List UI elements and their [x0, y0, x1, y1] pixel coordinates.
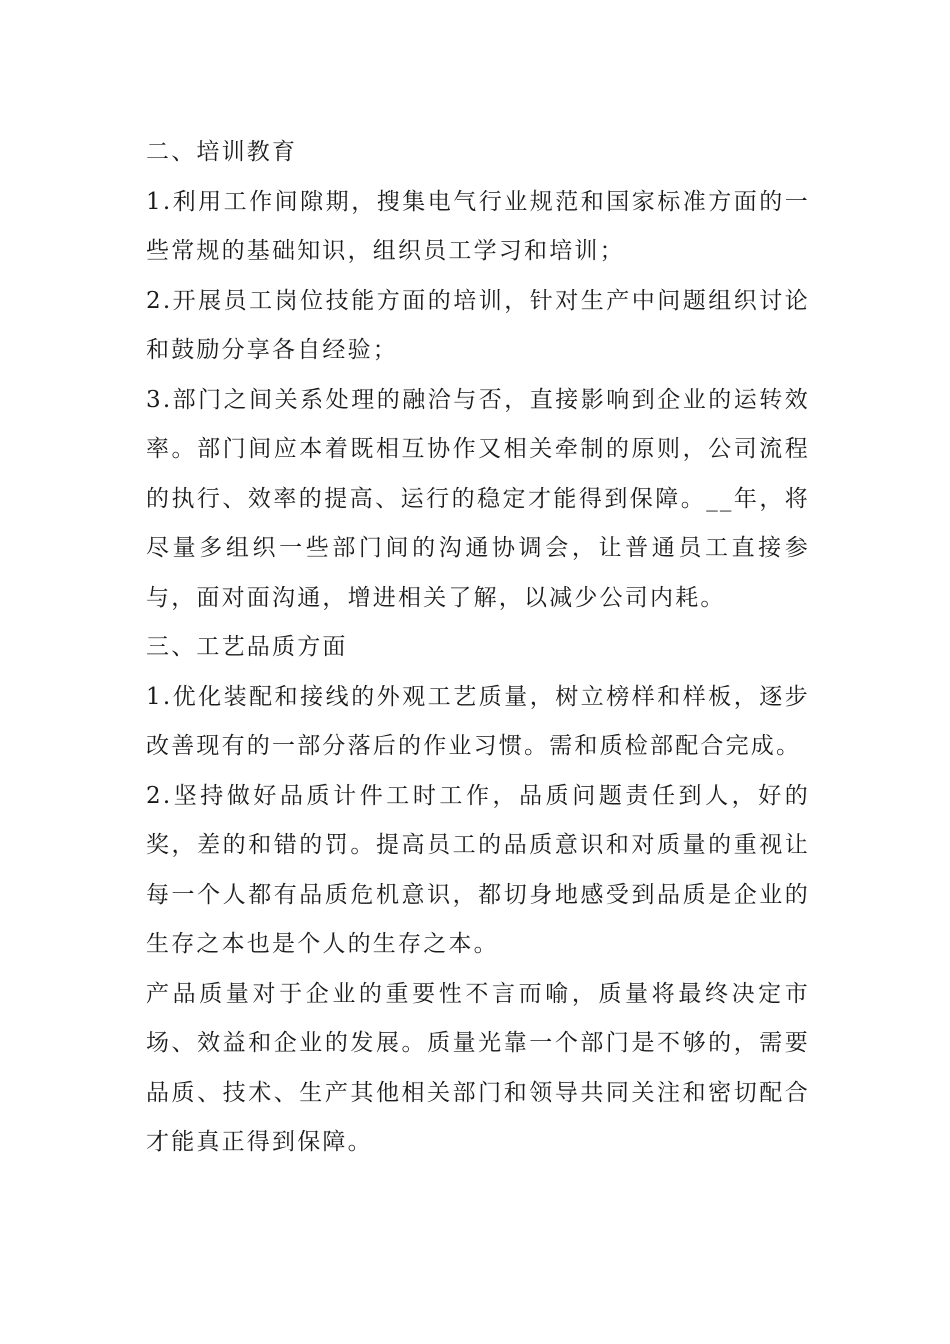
closing-paragraph: 产品质量对于企业的重要性不言而喻，质量将最终决定市场、效益和企业的发展。质量光靠一个部门是不够的，需要品质、技术、生产其他相关部门和领导共同关注和密切配合才能真正得到保障。 [146, 980, 810, 1155]
section-heading-quality: 三、工艺品质方面 [146, 634, 348, 660]
training-item-3: 3.部门之间关系处理的融洽与否，直接影响到企业的运转效率。部门间应本着既相互协作又相关牵制的原则，公司流程的执行、效率的提高、运行的稳定才能得到保障。__年，将尽量多组织一些部门间的沟通协调会，让普通员工直接参与，面对面沟通，增进相关了解，以减少公司内耗。 [146, 386, 810, 611]
section-heading-training: 二、培训教育 [146, 139, 298, 165]
training-item-2: 2.开展员工岗位技能方面的培训，针对生产中问题组织讨论和鼓励分享各自经验； [146, 287, 810, 363]
quality-item-1: 1.优化装配和接线的外观工艺质量，树立榜样和样板，逐步改善现有的一部分落后的作业习惯。需和质检部配合完成。 [146, 683, 810, 759]
document-body [146, 128, 810, 1168]
training-item-1: 1.利用工作间隙期，搜集电气行业规范和国家标准方面的一些常规的基础知识，组织员工学习和培训； [146, 188, 810, 264]
quality-item-2: 2.坚持做好品质计件工时工作，品质问题责任到人，好的奖，差的和错的罚。提高员工的品质意识和对质量的重视让每一个人都有品质危机意识，都切身地感受到品质是企业的生存之本也是个人的生存之本。 [146, 782, 810, 957]
